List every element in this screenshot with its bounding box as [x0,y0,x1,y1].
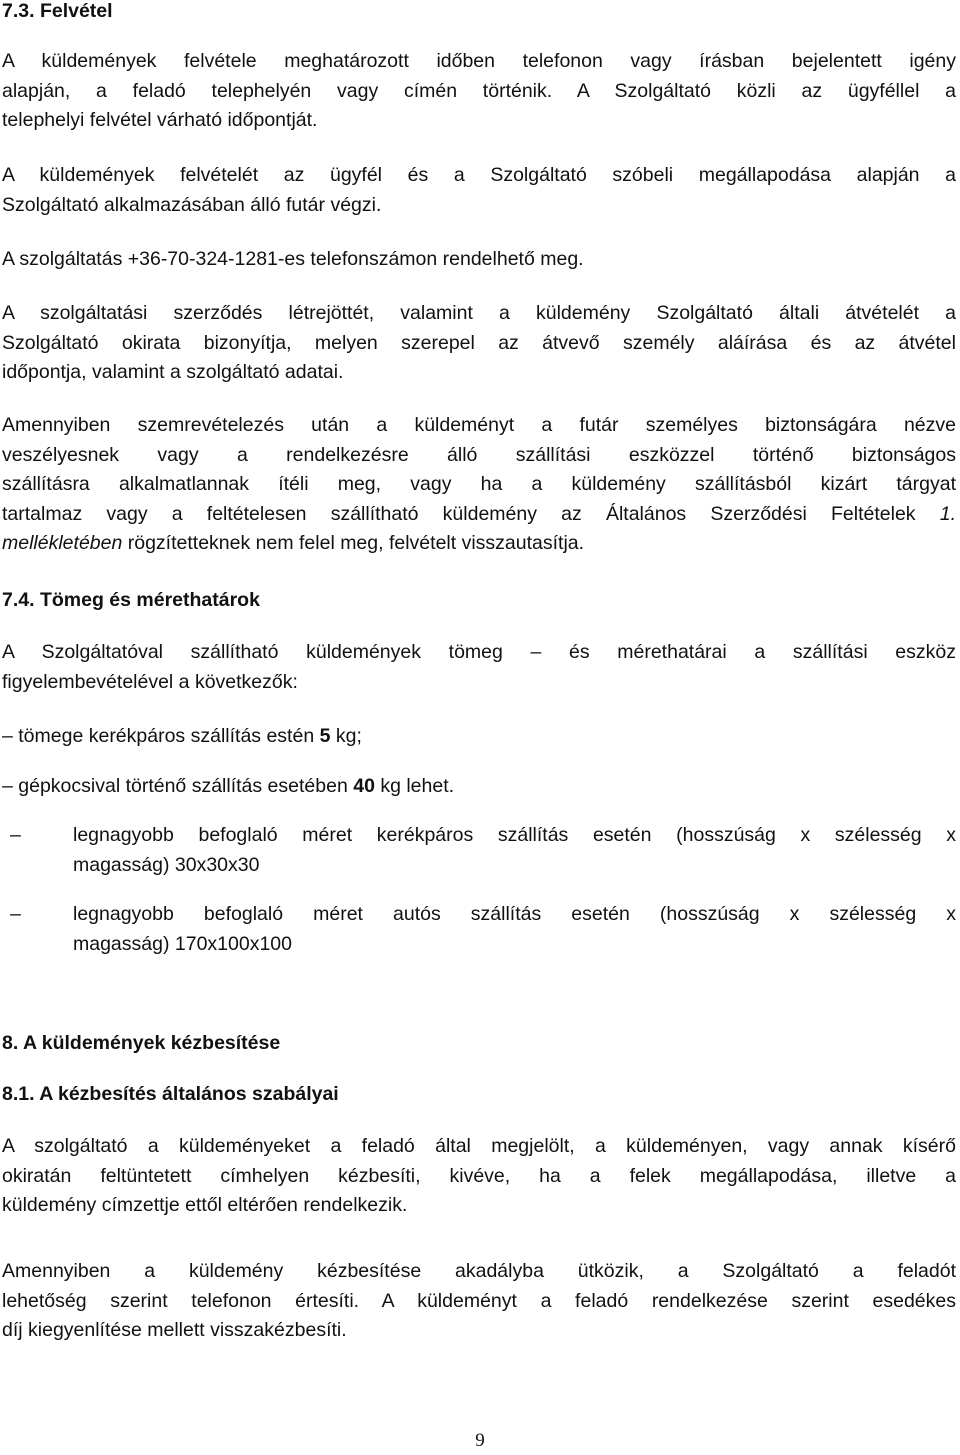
text-run: kg; [330,725,362,747]
paragraph-delivery [2,1132,956,1221]
paragraph-limits-intro [2,638,956,697]
paragraph-contract [2,299,956,388]
text-line: Szolgáltató okirata bizonyítja, melyen szerepel az átvevő személy aláírása és az átvétel [2,331,956,354]
text-line: magasság) 170x100x100 [73,932,292,955]
text-line: telephelyi felvétel várható időpontját. [2,109,318,131]
text-line: alapján, a feladó telephelyén vagy címén történik. A Szolgáltató közli az ügyféllel a [2,79,956,102]
text-line: legnagyobb befoglaló méret kerékpáros szállítás esetén (hosszúság x szélesség x [73,824,956,846]
text-run: kg lehet. [374,775,455,797]
text-line: A küldemények felvételét az ügyfél és a Szolgáltató szóbeli megállapodása alapján a [2,164,956,186]
bullet-text [73,900,956,959]
text-line: A szolgáltató a küldeményeket a feladó által megjelölt, a küldeményen, vagy annak kísérő [2,1135,956,1157]
section-heading-7-4: 7.4. Tömeg és mérethatárok [2,589,260,611]
paragraph-courier [2,161,956,220]
text-line: Amennyiben a küldemény kézbesítése akadályba ütközik, a Szolgáltató a feladót [2,1260,956,1282]
text-line: A küldemények felvétele meghatározott időben telefonon vagy írásban bejelentett igény [2,50,956,72]
text-line: A szolgáltatási szerződés létrejöttét, valamint a küldemény Szolgáltató általi átvételét a [2,302,956,324]
bullet-text [73,821,956,880]
text-line: lehetőség szerint telefonon értesíti. A küldeményt a feladó rendelkezése szerint esedékes [2,1289,956,1312]
text-run: rögzítetteknek nem felel meg, felvételt visszautasítja. [122,532,585,554]
text-run-italic: mellékletében [2,532,123,554]
text-run-italic: 1. [939,502,956,525]
paragraph-delivery-failure [2,1257,956,1346]
text-line [2,529,956,559]
section-heading-7-3: 7.3. Felvétel [2,0,113,22]
text-line: okiratán feltüntetett címhelyen kézbesíti, kivéve, ha a felek megállapodása, illetve a [2,1164,956,1187]
text-line: díj kiegyenlítése mellett visszakézbesíti. [2,1319,347,1341]
text-line: szállításra alkalmatlannak ítéli meg, vagy ha a küldemény szállításból kizárt tárgyat [2,473,956,495]
paragraph-refusal [2,411,956,559]
dash-bullet: – [10,824,21,846]
paragraph-phone: A szolgáltatás +36-70-324-1281-es telefonszámon rendelhető meg. [2,248,584,270]
text-line: legnagyobb befoglaló méret autós szállítás esetén (hosszúság x szélesség x [73,903,956,925]
text-line: Szolgáltató alkalmazásában álló futár végzi. [2,193,382,216]
weight-limit-car [2,775,454,797]
text-line [2,500,956,530]
dash-bullet: – [10,903,21,925]
text-run: – tömege kerékpáros szállítás estén [2,725,320,747]
text-line: időpontja, valamint a szolgáltató adatai. [2,361,344,383]
paragraph-pickup [2,47,956,136]
text-run: – gépkocsival történő szállítás esetében [2,775,354,797]
text-line: magasság) 30x30x30 [73,853,260,876]
text-line: Amennyiben szemrevételezés után a küldeményt a futár személyes biztonságára nézve [2,414,956,436]
page-number: 9 [475,1430,485,1451]
text-run-bold: 5 [319,725,331,747]
section-heading-8-1: 8.1. A kézbesítés általános szabályai [2,1083,339,1105]
text-line: figyelembevételével a következők: [2,670,298,693]
weight-limit-bicycle [2,725,362,747]
text-run-bold: 40 [353,775,375,797]
text-line: A Szolgáltatóval szállítható küldemények tömeg – és mérethatárai a szállítási eszköz [2,641,956,663]
text-line: veszélyesnek vagy a rendelkezésre álló szállítási eszközzel történő biztonságos [2,443,956,466]
text-line: küldemény címzettje ettől eltérően rendelkezik. [2,1194,408,1216]
section-heading-8: 8. A küldemények kézbesítése [2,1032,281,1054]
text-run: tartalmaz vagy a feltételesen szállítható küldemény az Általános Szerződési Feltételek [2,502,940,525]
